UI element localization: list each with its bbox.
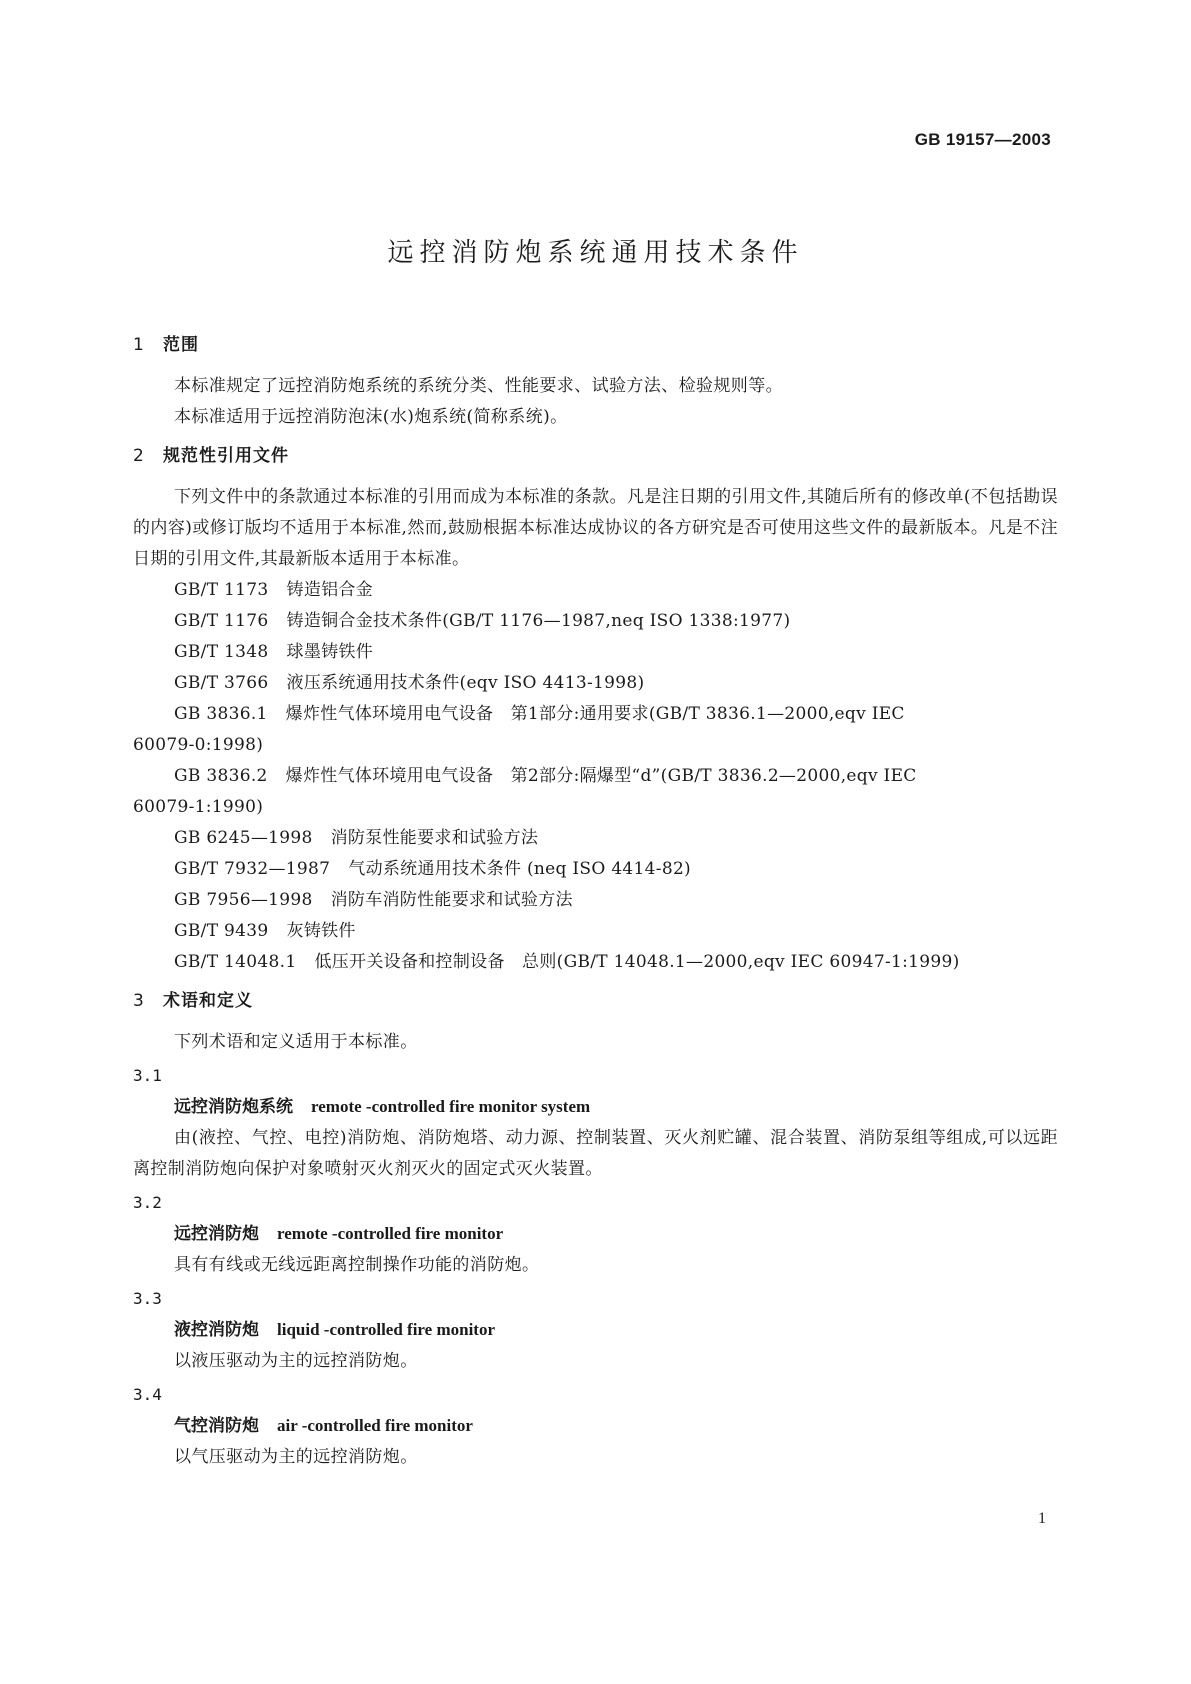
- term-english: air -controlled fire monitor: [277, 1416, 473, 1435]
- reference-item: [133, 668, 1058, 699]
- reference-title: 低压开关设备和控制设备 总则(GB/T 14048.1—2000,eqv IEC 60947-1:1999): [314, 952, 960, 972]
- reference-code: GB/T 1173: [174, 580, 269, 600]
- reference-list: [133, 575, 1058, 978]
- reference-item: [133, 947, 1058, 978]
- reference-item: [133, 761, 1058, 823]
- term-english: remote -controlled fire monitor: [277, 1224, 504, 1243]
- reference-code: GB/T 1348: [174, 642, 269, 662]
- reference-continuation: 60079-1:1990): [133, 797, 264, 817]
- reference-code: GB 7956—1998: [174, 890, 313, 910]
- document-body: [133, 330, 1058, 1473]
- section-number: 1: [133, 335, 145, 355]
- reference-code: GB 3836.1: [174, 704, 268, 724]
- section-number: 2: [133, 446, 145, 466]
- paragraph: 本标准适用于远控消防泡沫(水)炮系统(简称系统)。: [174, 407, 568, 427]
- term-chinese: 液控消防炮: [174, 1320, 259, 1340]
- reference-title: 气动系统通用技术条件 (neq ISO 4414-82): [348, 859, 691, 879]
- reference-title: 爆炸性气体环境用电气设备 第2部分:隔爆型“d”(GB/T 3836.2—2000,eqv IEC: [285, 766, 917, 786]
- reference-title: 球墨铸铁件: [286, 642, 374, 662]
- term-english: liquid -controlled fire monitor: [277, 1320, 496, 1339]
- term-chinese: 气控消防炮: [174, 1416, 259, 1436]
- reference-title: 灰铸铁件: [286, 921, 356, 941]
- term-entry: [133, 1187, 1058, 1281]
- reference-item: [133, 854, 1058, 885]
- reference-item: [133, 606, 1058, 637]
- section-heading-scope: [133, 330, 1058, 361]
- paragraph: 本标准规定了远控消防炮系统的系统分类、性能要求、试验方法、检验规则等。: [174, 376, 783, 396]
- term-definition: 以液压驱动为主的远控消防炮。: [174, 1351, 418, 1371]
- reference-title: 消防泵性能要求和试验方法: [330, 828, 539, 848]
- reference-code: GB/T 7932—1987: [174, 859, 331, 879]
- section-title: 规范性引用文件: [163, 446, 289, 466]
- reference-code: GB 3836.2: [174, 766, 268, 786]
- reference-item: [133, 885, 1058, 916]
- reference-title: 铸造铜合金技术条件(GB/T 1176—1987,neq ISO 1338:1977): [286, 611, 791, 631]
- page-number: 1: [1038, 1510, 1046, 1527]
- term-number: 3.2: [133, 1193, 162, 1212]
- reference-item: [133, 699, 1058, 761]
- reference-title: 爆炸性气体环境用电气设备 第1部分:通用要求(GB/T 3836.1—2000,eqv IEC: [285, 704, 905, 724]
- term-entry: [133, 1379, 1058, 1473]
- section-number: 3: [133, 991, 145, 1011]
- term-number: 3.1: [133, 1066, 162, 1085]
- term-definition: 具有有线或无线远距离控制操作功能的消防炮。: [174, 1255, 540, 1275]
- reference-code: GB/T 3766: [174, 673, 269, 693]
- term-chinese: 远控消防炮: [174, 1224, 259, 1244]
- reference-code: GB 6245—1998: [174, 828, 313, 848]
- term-heading: [133, 1091, 1058, 1123]
- section-heading-normative-references: [133, 441, 1058, 472]
- reference-item: [133, 637, 1058, 668]
- section-title: 范围: [163, 335, 199, 355]
- section-title: 术语和定义: [163, 991, 253, 1011]
- reference-item: [133, 916, 1058, 947]
- reference-code: GB/T 9439: [174, 921, 269, 941]
- term-number: 3.4: [133, 1385, 162, 1404]
- term-definition: 由(液控、气控、电控)消防炮、消防炮塔、动力源、控制装置、灭火剂贮罐、混合装置、消防泵组等组成,可以远距离控制消防炮向保护对象喷射灭火剂灭火的固定式灭火装置。: [133, 1128, 1058, 1179]
- reference-code: GB/T 1176: [174, 611, 269, 631]
- reference-title: 铸造铝合金: [286, 580, 374, 600]
- term-heading: [133, 1410, 1058, 1442]
- term-heading: [133, 1314, 1058, 1346]
- section-heading-terms-and-definitions: [133, 986, 1058, 1017]
- term-definition: 以气压驱动为主的远控消防炮。: [174, 1447, 418, 1467]
- term-entry: [133, 1283, 1058, 1377]
- paragraph: 下列术语和定义适用于本标准。: [174, 1032, 418, 1052]
- term-english: remote -controlled fire monitor system: [311, 1097, 591, 1116]
- reference-title: 消防车消防性能要求和试验方法: [330, 890, 573, 910]
- reference-item: [133, 575, 1058, 606]
- document-title: 远控消防炮系统通用技术条件: [387, 238, 804, 268]
- reference-continuation: 60079-0:1998): [133, 735, 264, 755]
- term-number: 3.3: [133, 1289, 162, 1308]
- term-heading: [133, 1218, 1058, 1250]
- reference-item: [133, 823, 1058, 854]
- paragraph: 下列文件中的条款通过本标准的引用而成为本标准的条款。凡是注日期的引用文件,其随后所有的修改单(不包括勘误的内容)或修订版均不适用于本标准,然而,鼓励根据本标准达成协议的各方研究是否可使用这些文件的最新版本。凡是不注日期的引用文件,其最新版本适用于本标准。: [133, 487, 1058, 569]
- reference-code: GB/T 14048.1: [174, 952, 297, 972]
- reference-title: 液压系统通用技术条件(eqv ISO 4413-1998): [286, 673, 645, 693]
- term-entry: [133, 1060, 1058, 1185]
- standard-code: GB 19157—2003: [914, 130, 1051, 149]
- term-chinese: 远控消防炮系统: [174, 1097, 293, 1117]
